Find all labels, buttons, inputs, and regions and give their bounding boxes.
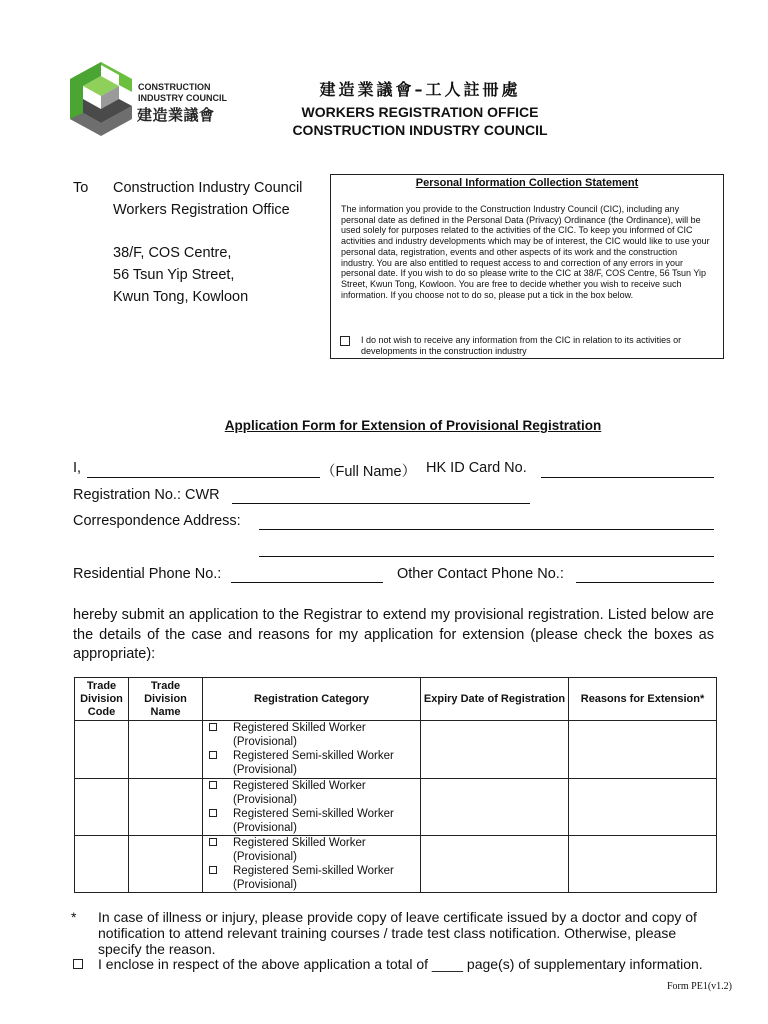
- header-reasons: Reasons for Extension*: [569, 678, 717, 721]
- skilled-option-label: Registered Skilled Worker (Provisional): [233, 722, 366, 748]
- semi-skilled-option-label: Registered Semi-skilled Worker (Provisional): [233, 808, 394, 834]
- recipient-address: [113, 177, 302, 308]
- reasons-cell[interactable]: [569, 779, 717, 836]
- logo-text-line2: INDUSTRY COUNCIL: [138, 93, 228, 103]
- header-registration-category: Registration Category: [203, 678, 421, 721]
- header-trade-division-code: Trade Division Code: [75, 678, 129, 721]
- header-title-line2: CONSTRUCTION INDUSTRY COUNCIL: [292, 122, 548, 138]
- header-title-line1: WORKERS REGISTRATION OFFICE: [301, 104, 539, 120]
- table-row: [75, 779, 717, 836]
- table-row: [75, 721, 717, 779]
- residential-phone-field[interactable]: [231, 582, 383, 583]
- skilled-checkbox[interactable]: [209, 838, 217, 846]
- application-statement: hereby submit an application to the Registrar to extend my provisional registration. Listed below are the details of the case and reasons for my application for extension (please check the boxes as appropriate):: [73, 607, 714, 662]
- full-name-field[interactable]: [87, 477, 320, 478]
- trade-code-cell[interactable]: [75, 779, 129, 836]
- footnote-marker: *: [71, 909, 77, 925]
- correspondence-address-field[interactable]: [259, 529, 714, 530]
- correspondence-address-label: Correspondence Address:: [73, 513, 241, 529]
- privacy-statement-title: Personal Information Collection Statement: [415, 177, 639, 189]
- other-phone-field[interactable]: [576, 582, 714, 583]
- skilled-checkbox[interactable]: [209, 781, 217, 789]
- i-label: I,: [73, 460, 82, 476]
- logo-text-chinese: 建造業議會: [137, 106, 215, 124]
- category-cell: [203, 779, 421, 836]
- trade-name-cell[interactable]: [129, 779, 203, 836]
- registration-no-field[interactable]: [232, 503, 530, 504]
- correspondence-address-field-line2[interactable]: [259, 556, 714, 557]
- skilled-option-label: Registered Skilled Worker (Provisional): [233, 780, 366, 806]
- registration-no-label: Registration No.: CWR: [73, 487, 220, 503]
- privacy-statement-box: [330, 174, 724, 359]
- expiry-date-cell[interactable]: [421, 779, 569, 836]
- header-trade-division-name: Trade Division Name: [129, 678, 203, 721]
- header-expiry-date: Expiry Date of Registration: [421, 678, 569, 721]
- residential-phone-label: Residential Phone No.:: [73, 566, 222, 582]
- address-line: 56 Tsun Yip Street,: [113, 267, 235, 283]
- cic-logo: [70, 62, 132, 136]
- full-name-label: （Full Name）: [321, 464, 417, 480]
- skilled-checkbox[interactable]: [209, 723, 217, 731]
- expiry-date-cell[interactable]: [421, 836, 569, 893]
- logo-text-line1: CONSTRUCTION: [138, 82, 211, 92]
- enclosure-checkbox[interactable]: [73, 959, 83, 969]
- address-line: 38/F, COS Centre,: [113, 245, 232, 261]
- footnote-text: In case of illness or injury, please provide copy of leave certificate issued by a doctor and copy of notification to attend relevant training courses / trade test class notification. Otherwise, please specify the reason.: [98, 909, 697, 957]
- enclosure-statement: I enclose in respect of the above application a total of ____ page(s) of supplementary information.: [98, 956, 703, 972]
- expiry-date-cell[interactable]: [421, 721, 569, 779]
- table-header-row: [75, 678, 717, 721]
- address-line: Kwun Tong, Kowloon: [113, 289, 249, 305]
- address-line: Construction Industry Council: [113, 180, 303, 196]
- hkid-field[interactable]: [541, 477, 714, 478]
- skilled-option-label: Registered Skilled Worker (Provisional): [233, 837, 366, 863]
- optout-label: I do not wish to receive any information from the CIC in relation to its activities or developments in the construction industry: [361, 335, 682, 356]
- extension-details-table: [74, 677, 717, 893]
- optout-checkbox[interactable]: [340, 336, 350, 346]
- semi-skilled-option-label: Registered Semi-skilled Worker (Provisional): [233, 750, 394, 776]
- trade-name-cell[interactable]: [129, 836, 203, 893]
- form-title: Application Form for Extension of Provisional Registration: [224, 418, 602, 433]
- trade-name-cell[interactable]: [129, 721, 203, 779]
- semi-skilled-checkbox[interactable]: [209, 751, 217, 759]
- category-cell: [203, 721, 421, 779]
- other-phone-label: Other Contact Phone No.:: [397, 566, 564, 582]
- category-cell: [203, 836, 421, 893]
- reasons-cell[interactable]: [569, 721, 717, 779]
- privacy-statement-body: The information you provide to the Construction Industry Council (CIC), including any personal date as defined in the Personal Data (Privacy) Ordinance (the Ordinance), will be used solely for purposes related to the activities of the CIC. To keep you informed of CIC activities and industry developments which may be of interest, the CIC would like to use your personal data, registration, events and other aspects of its work and the construction industry. You are also entitled to request access to and correction of any errors in your personal date. If you wish to do so please write to the CIC at 38/F, COS Centre, 56 Tsun Yip Street, Kwun Tong, Kowloon. You are free to decide whether you wish to receive such information. If you choose not to do so, please put a tick in the box below.: [341, 204, 710, 300]
- hkid-label: HK ID Card No.: [426, 460, 527, 476]
- header-title-chinese: 建造業議會–工人註冊處: [319, 80, 521, 99]
- reasons-cell[interactable]: [569, 836, 717, 893]
- form-number: Form PE1(v1.2): [667, 981, 732, 992]
- semi-skilled-checkbox[interactable]: [209, 809, 217, 817]
- table-row: [75, 836, 717, 893]
- trade-code-cell[interactable]: [75, 721, 129, 779]
- to-label: To: [73, 180, 89, 196]
- semi-skilled-option-label: Registered Semi-skilled Worker (Provisional): [233, 865, 394, 891]
- address-line: Workers Registration Office: [113, 202, 290, 218]
- semi-skilled-checkbox[interactable]: [209, 866, 217, 874]
- trade-code-cell[interactable]: [75, 836, 129, 893]
